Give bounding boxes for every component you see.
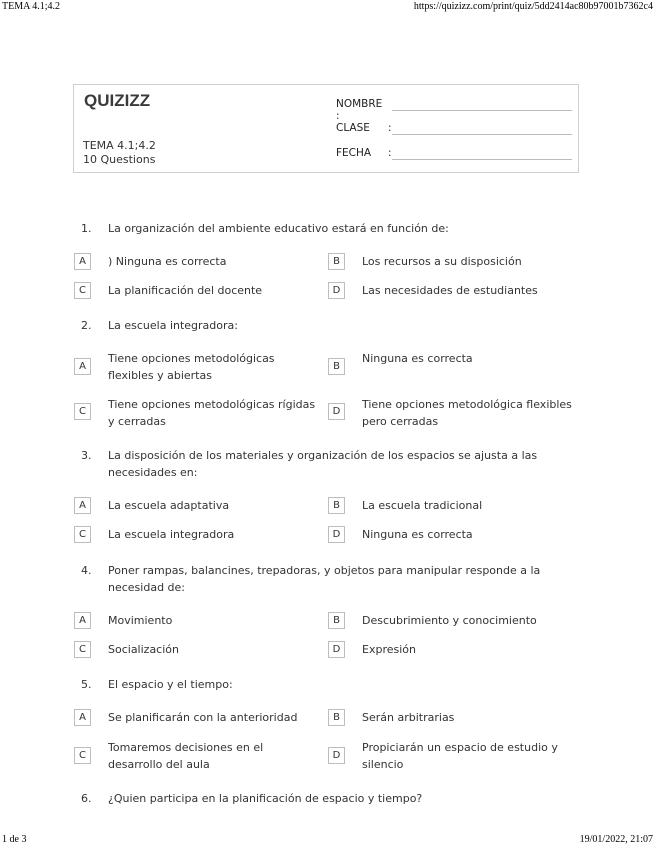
option-letter-box: A: [74, 358, 91, 375]
class-label: CLASE: [336, 122, 370, 134]
print-datetime: 19/01/2022, 21:07: [579, 834, 653, 845]
quizizz-logo: QUIZIZZ: [84, 91, 151, 110]
quiz-header: [73, 84, 579, 173]
date-colon: :: [388, 147, 392, 159]
date-line: [392, 159, 572, 160]
option-letter-box: B: [328, 709, 345, 726]
question-number: 6.: [81, 792, 92, 805]
option-letter-box: D: [328, 641, 345, 658]
option-text: Tomaremos decisiones en el desarrollo del aula: [108, 741, 264, 771]
option-text: Tiene opciones metodológica flexibles pero cerradas: [362, 398, 572, 428]
option-letter-box: D: [328, 526, 345, 543]
question-text: ¿Quien participa en la planificación de espacio y tiempo?: [108, 792, 423, 805]
option-letter-box: D: [328, 403, 345, 420]
class-colon: :: [388, 122, 392, 134]
question-text: Poner rampas, balancines, trepadoras, y objetos para manipular responde a la necesidad de:: [108, 564, 541, 594]
option-text: La planificación del docente: [108, 284, 263, 297]
option-letter-box: C: [74, 282, 91, 299]
print-page-url: https://quizizz.com/print/quiz/5dd2414ac80b97001b7362c4: [413, 1, 653, 12]
question-text: La organización del ambiente educativo estará en función de:: [108, 222, 449, 235]
date-label: FECHA: [336, 147, 372, 159]
option-text: Tiene opciones metodológicas rígidas y cerradas: [108, 398, 316, 428]
date-field: [336, 147, 392, 159]
option-text: La escuela adaptativa: [108, 499, 230, 512]
option-text: Serán arbitrarias: [362, 711, 455, 724]
option-text: Ninguna es correcta: [362, 352, 473, 365]
option-letter-box: C: [74, 641, 91, 658]
question-number: 1.: [81, 222, 92, 235]
option-letter-box: B: [328, 358, 345, 375]
option-letter-box: B: [328, 612, 345, 629]
option-letter-box: B: [328, 497, 345, 514]
question-number: 3.: [81, 449, 92, 462]
option-letter-box: B: [328, 253, 345, 270]
option-text: Tiene opciones metodológicas flexibles y abiertas: [108, 352, 275, 382]
option-letter-box: A: [74, 612, 91, 629]
name-line: [392, 110, 572, 111]
option-letter-box: A: [74, 709, 91, 726]
class-field: [336, 122, 392, 134]
option-text: Las necesidades de estudiantes: [362, 284, 538, 297]
question-text: La escuela integradora:: [108, 319, 238, 332]
print-page-title: TEMA 4.1;4.2: [2, 1, 61, 12]
name-field: [336, 98, 388, 122]
quiz-title: TEMA 4.1;4.2: [83, 139, 156, 152]
class-line: [392, 134, 572, 135]
question-number: 4.: [81, 564, 92, 577]
option-letter-box: A: [74, 497, 91, 514]
option-letter-box: A: [74, 253, 91, 270]
option-letter-box: D: [328, 747, 345, 764]
option-text: La escuela integradora: [108, 528, 235, 541]
option-text: Se planificarán con la anterioridad: [108, 711, 298, 724]
option-letter-box: C: [74, 526, 91, 543]
option-text: Los recursos a su disposición: [362, 255, 522, 268]
question-number: 5.: [81, 678, 92, 691]
question-text: La disposición de los materiales y organización de los espacios se ajusta a las necesidades en:: [108, 449, 538, 479]
option-text: Socialización: [108, 643, 179, 656]
name-label: NOMBRE :: [336, 98, 383, 122]
option-letter-box: C: [74, 747, 91, 764]
print-page-number: 1 de 3: [2, 834, 27, 845]
option-text: Movimiento: [108, 614, 173, 627]
option-letter-box: D: [328, 282, 345, 299]
option-text: La escuela tradicional: [362, 499, 483, 512]
question-number: 2.: [81, 319, 92, 332]
question-count: 10 Questions: [83, 153, 156, 166]
option-text: Propiciarán un espacio de estudio y silencio: [362, 741, 558, 771]
option-text: Expresión: [362, 643, 416, 656]
option-letter-box: C: [74, 403, 91, 420]
option-text: ) Ninguna es correcta: [108, 255, 227, 268]
question-text: El espacio y el tiempo:: [108, 678, 233, 691]
option-text: Ninguna es correcta: [362, 528, 473, 541]
option-text: Descubrimiento y conocimiento: [362, 614, 537, 627]
